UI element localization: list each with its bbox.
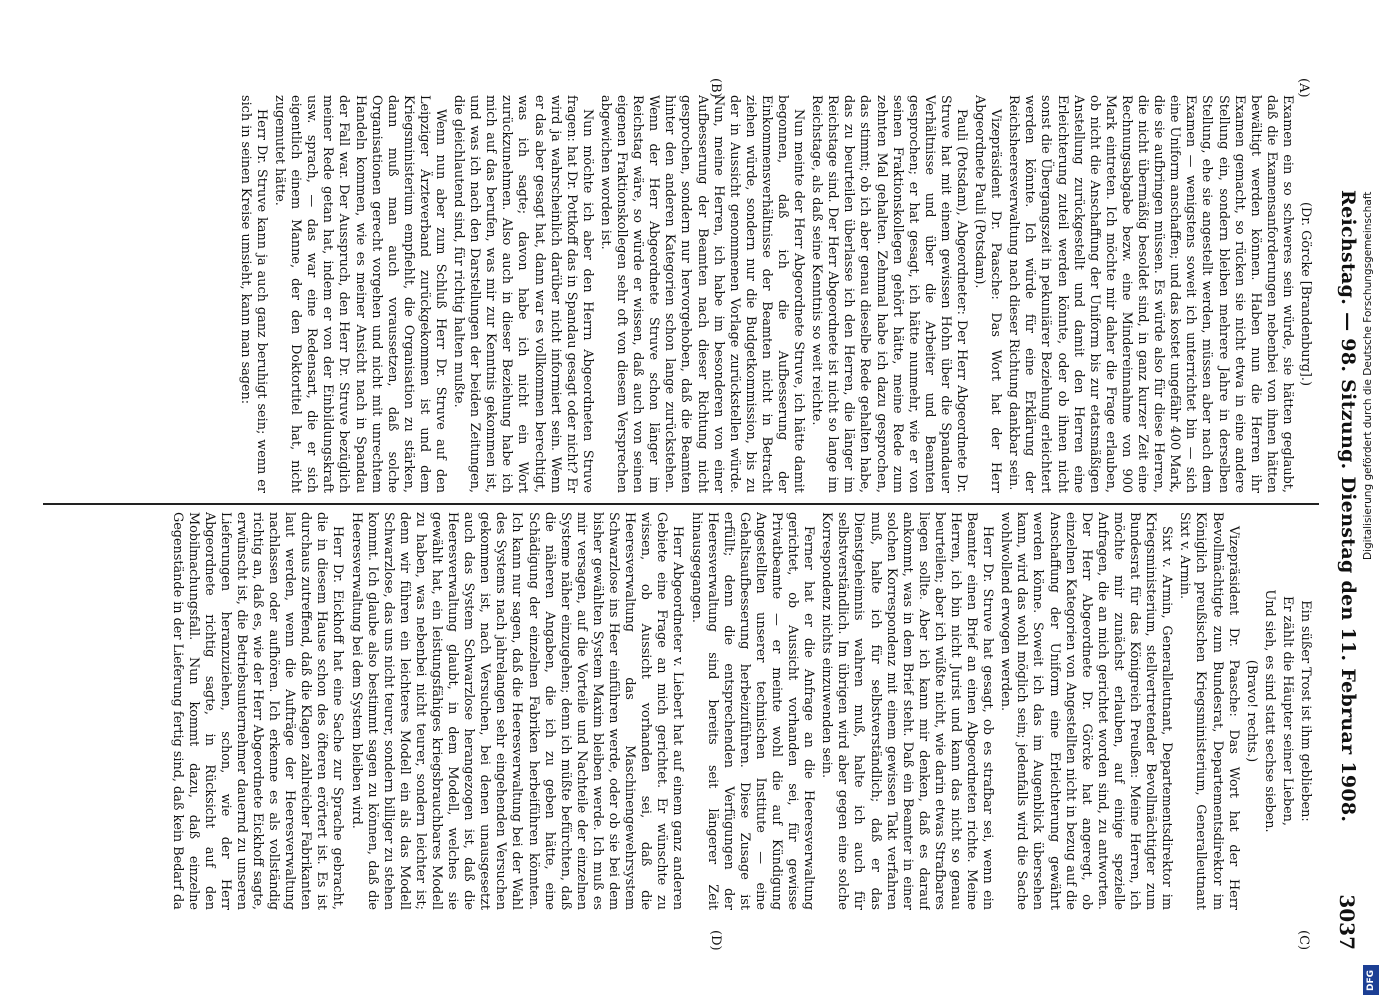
page-number: 3037 [1335,894,1359,950]
paragraph: Pauli (Potsdam), Abgeordneter: Der Herr Abgeordnete Dr. Struve hat mit einem gewissen Hohn über die Spandauer Verhältnisse und über die Arbeiter und Beamten gesprochen; er hat gesagt, ich hätte nunmehr, wie er von seinen Fraktionskollegen gehört hätte, meine Rede zum zehnten Mal gehalten. Zehnmal habe ich dazu gesprochen, das stimmt; ob ich aber genau dieselbe Rede gehalten habe, das zu beurteilen überlasse ich den Herren, die länger im Reichstage sind. Der Herr Abgeordnete ist nicht so lange im Reichstage, als daß seine Kenntnis so weit reichte. [809,95,970,493]
paragraph: Herr Dr. Struve hat gesagt, ob es strafbar sei, wenn ein Beamter einen Brief an einen Abgeordneten richte. Meine Herren, ich bin nicht Jurist und kann das nicht so genau beurteilen; aber ich wüßte nicht, wie darin etwas Strafbares liegen sollte. Aber ich kann mir denken, daß es darauf ankommt, was in dem Brief steht. Daß ein Beamter in einer solchen Korrespondenz mit einem gewissen Takt verfahren muß, halte ich für selbstverständlich; daß er das Dienstgeheimnis wahren muß, halte ich auch für selbstverständlich. Im übrigen wird aber gegen eine solche Korrespondenz nichts einzuwenden sein. [819,512,996,910]
paragraph: Nun meinte der Herr Abgeordnete Struve, ich hätte damit begonnen, daß ich die Aufbesserung der Einkommensverhältnisse der Beamten nicht in Betracht ziehen würde, sondern nur die Budgetkommission, bis zu der in Aussicht genommenen Vorlage zurückstellen würde. Nun, meine Herren, ich habe im besonderen von einer Aufbesserung der Beamten nach dieser Richtung nicht gesprochen, sondern nur hervorgehoben, daß die Beamten hinter den anderen Kategorien schon lange zurückstehen. Wenn der Herr Abgeordnete Struve schon länger im Reichstag wäre, so würde er wissen, daß auch von seinen eigenen Fraktionskollegen sehr oft von diesem Versprechen abgewichen worden ist. [597,95,807,493]
paragraph: Nun möchte ich aber den Herrn Abgeordneten Struve fragen: hat Dr. Pottkoff das in Spandau gesagt oder nicht? Er wird ja wahrscheinlich darüber nicht informiert sein. Wenn er das aber gesagt hat, dann war es vollkommen berechtigt, was ich sagte; davon habe ich nicht ein Wort zurückzunehmen. Also auch in dieser Beziehung habe ich mich auf das berufen, was mir zur Kenntnis gekommen ist, und was ich nach den Darstellungen der beiden Zeitungen, die gleichlautend sind, für richtig halten mußte. [451,95,595,493]
dfg-logo: DFG [1363,965,1379,995]
margin-mark-c: (C) [1296,930,1311,951]
paragraph: Examen ein so schweres sein würde, sie hätten geglaubt, daß die Examensanforderungen nebenbei von ihnen hätten bewältigt werden können. Haben nun die Herren ihr Examen gemacht, so rücken sie nicht etwa in eine andere Stellung ein, sondern bleiben mehrere Jahre in derselben Stellung, ehe sie angestellt werden, müssen aber nach dem Examen — wenigstens soweit ich unterrichtet bin — sich eine Uniform anschaffen; und das kostet ungefähr 400 Mark, die sie aufbringen müssen. Es würde also für diese Herren, die nicht übermäßig besoldet sind, in ganz kurzer Zeit eine Rechnungsabgabe bezw. eine Mindereinnahme von 900 Mark eintreten. Ich möchte mir daher die Frage erlauben, ob nicht die Anschaffung der Uniform bis zur etatsmäßigen Anstellung zurückgestellt und damit den Herren eine Erleichterung zuteil werden könnte, oder ob ihnen nicht sonst die Übergangszeit in pekuniärer Beziehung erleichtert werden könnte. Ich würde für eine Erklärung der Reichsheeresverwaltung nach dieser Richtung dankbar sein. [1006,95,1295,493]
paragraph: Sixt v. Armin, Generalleutnant, Departementsdirektor im Kriegsministerium, stellvertretender Bevollmächtigter zum Bundesrat für das Königreich Preußen: Meine Herren, ich möchte mir zunächst erlauben, auf einige spezielle Anfragen, die an mich gerichtet worden sind, zu antworten. Der Herr Abgeordnete Dr. Görcke hat angeregt, ob einzelnen Kategorien von Angestellten nicht in bezug auf die Anschaffung der Uniform eine Erleichterung gewährt werden könne. Soweit ich das im Augenblick übersehen kann, wird das wohl möglich sein; jedenfalls wird die Sache wohlwollend erwogen werden. [998,512,1175,910]
verse-line: Ein süßer Trost ist ihm geblieben: [1298,600,1313,822]
paragraph: Herr Dr. Eickhoff hat eine Sache zur Sprache gebracht, die in diesem Hause schon des öfteren erörtert ist. Es ist durchaus zutreffend, daß die Klagen zahlreicher Fabrikanten laut werden, wenn die Aufträge der Heeresverwaltung nachlassen oder aufhören. Ich erkenne es als vollständig richtig an, daß es, wie der Herr Abgeordnete Eickhoff sagte, erwünscht ist, die Betriebsunternehmer dauernd zu unseren Lieferungen heranzuziehen, schon, wie der Herr Abgeordnete richtig sagte, in Rücksicht auf den Mobilmachungsfall. Nun kommt dazu, daß einzelne Gegenstände in der Lieferung fertig sind, daß kein Bedarf da [169,512,346,910]
page-header [1325,80,1365,960]
verse-line: Und sieh, es sind statt sechse sieben. [1261,589,1277,833]
margin-mark-b: (B) [708,78,723,98]
paragraph: Ferner hat er die Anfrage an die Heeresverwaltung gerichtet, ob Aussicht vorhanden sei, für gewisse Privatbeamte — er meinte wohl die auf Kündigung Angestellten unserer technischen Institute — eine Gehaltsaufbesserung herbeizuführen. Diese Zusage ist erfüllt; denn die entsprechenden Verfügungen der Heeresverwaltung sind bereits seit längerer Zeit hinausgegangen. [688,512,817,910]
speaker-continuation: (Dr. Görcke [Brandenburg].) [1298,202,1313,386]
paragraph: Herr Abgeordneter v. Liebert hat auf einem ganz anderen Gebiete eine Frage an mich gerichtet. Er wünschte zu wissen, ob Aussicht vorhanden sei, daß die Heeresverwaltung das Maschinengewehrsystem Schwarzlose ins Heer einführen werde, oder ob sie bei dem bisher gewählten System Maxim bleiben werde. Ich muß es mir versagen, auf die Vorteile und Nachteile der einzelnen Systeme näher einzugehen; denn ich müßte befürchten, daß die näheren Angaben, die ich zu geben hätte, eine Schädigung der einzelnen Fabriken herbeiführen könnten. Ich kann nur sagen, daß die Heeresverwaltung bei der Wahl des Systems nach jahrelangen sehr eingehenden Versuchen gekommen ist, nach Versuchen, bei denen unausgesetzt auch das System Schwarzlose herangezogen ist, daß die Heeresverwaltung glaubt, in dem Modell, welches sie gewählt hat, ein leistungsfähiges kriegsbrauchbares Modell zu haben, was nebenbei nicht teurer, sondern leichter ist; denn wir führen ein leichteres Modell ein als das Modell Schwarzlose, das uns nicht teurer, sondern billiger zu stehen kommt. Ich glaube also bestimmt sagen zu können, daß die Heeresverwaltung bei dem System bleiben wird. [348,512,686,910]
paragraph: Vizepräsident Dr. Paasche: Das Wort hat der Herr Abgeordnete Pauli (Potsdam). [972,95,1004,493]
right-column [43,512,1313,910]
digitization-credit: Digitalisierung gefördert durch die Deutsche Forschungsgemeinschaft [1362,191,1374,560]
left-column [43,95,1313,493]
margin-mark-d: (D) [708,930,723,951]
column-divider [43,503,1319,505]
verse-line: Er zählt die Häupter seiner Lieben, [1279,596,1295,826]
paragraph: Vizepräsident Dr. Paasche: Das Wort hat der Herr Bevollmächtigte zum Bundesrat, Departementsdirektor im Königlich preußischen Kriegsministerium, Generalleutnant Sixt v. Armin. [1177,512,1241,910]
margin-mark-a: (A) [1296,78,1311,98]
paragraph: Wenn nun aber zum Schluß Herr Dr. Struve auf den Leipziger Ärzteverband zurückgekommen ist und dem Kriegsministerium empfiehlt, die Organisation zu stärken, dann muß man auch voraussetzen, daß solche Organisationen gerecht vorgehen und nicht mit unrechtem Handeln kommen, wie es meiner Ansicht nach in Spandau der Fall war. Der Ausspruch, den Herr Dr. Struve bezüglich meiner Rede getan hat, indem er von der Einbildungskraft usw. sprach, — das war eine Redensart, die er sich eigentlich einem Manne, der den Doktortitel hat, nicht zugemutet hätte. [272,95,449,493]
applause-note: (Bravo! rechts.) [1243,659,1259,763]
running-title: Reichstag. — 98. Sitzung. Dienstag den 11. Februar 1908. [1337,190,1359,823]
paragraph: Herr Dr. Struve kann ja auch ganz beruhigt sein; wenn er sich in seinen Kreise umsieht, kann man sagen: [237,95,269,493]
